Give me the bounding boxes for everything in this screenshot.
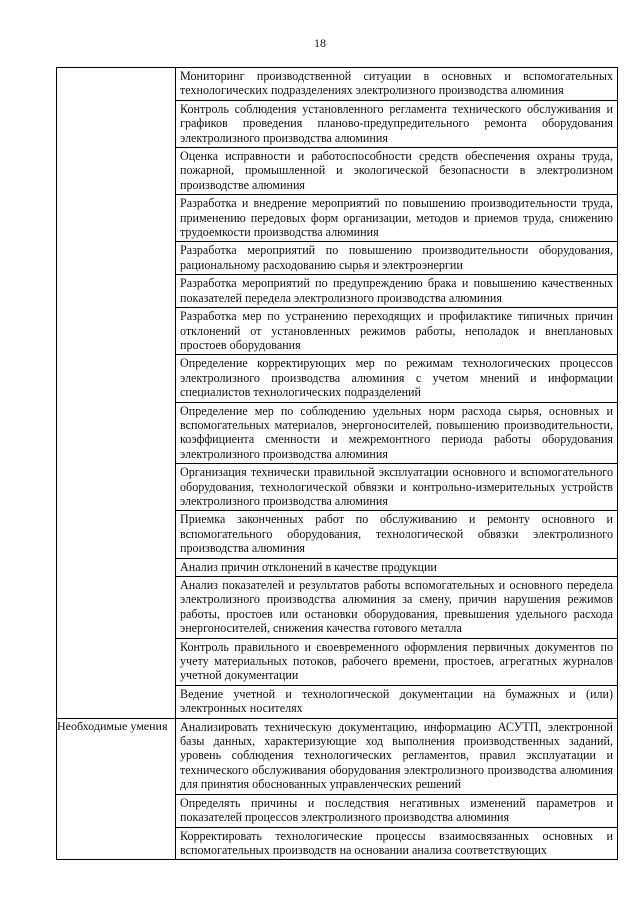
list-item: Разработка мероприятий по повышению производительности оборудования, рациональному расходованию сырья и электроэнергии xyxy=(176,242,617,275)
page-number: 18 xyxy=(314,36,326,50)
list-item: Ведение учетной и технологической документации на бумажных и (или) электронных носителях xyxy=(180,686,613,716)
row-content xyxy=(176,68,618,719)
table-row xyxy=(57,68,618,719)
list-item: Организация технически правильной эксплуатации основного и вспомогательного оборудования, технологической обвязки и контрольно-измерительных устройств электролизного производства алюминия xyxy=(176,464,617,511)
list-item: Определять причины и последствия негативных изменений параметров и показателей процессов электролизного производства алюминия xyxy=(176,795,617,828)
list-item: Анализ показателей и результатов работы вспомогательных и основного передела электролизного производства алюминия за смену, причин нарушения режимов работы, простоев или остановки оборудования, превышения удельного расхода энергоносителей, снижения качества готового металла xyxy=(176,577,617,639)
list-item: Анализировать техническую документацию, информацию АСУТП, электронной базы данных, характеризующие ход выполнения производственных заданий, уровень соблюдения технологических регламентов, правил эксплуатации и технического обслуживания оборудования электролизного производства алюминия для принятия обоснованных управленческих решений xyxy=(176,719,617,795)
row-label xyxy=(57,68,176,719)
list-item: Контроль правильного и своевременного оформления первичных документов по учету материальных потоков, рабочего времени, простоев, агрегатных журналов учетной документации xyxy=(176,639,617,686)
list-item: Определение корректирующих мер по режимам технологических процессов электролизного производства алюминия с учетом мнений и информации специалистов технологических подразделений xyxy=(176,355,617,402)
list-item: Корректировать технологические процессы взаимосвязанных основных и вспомогательных производств на основании анализа соответствующих xyxy=(180,828,613,857)
competency-table xyxy=(56,67,618,860)
table-row xyxy=(57,718,618,860)
list-item: Приемка законченных работ по обслуживанию и ремонту основного и вспомогательного оборудования, технологической обвязки электролизного производства алюминия xyxy=(176,511,617,558)
list-item: Разработка и внедрение мероприятий по повышению производительности труда, применению передовых форм организации, методов и приемов труда, снижению трудоемкости производства алюминия xyxy=(176,195,617,242)
list-item: Контроль соблюдения установленного регламента технического обслуживания и графиков проведения планово-предупредительного ремонта оборудования электролизного производства алюминия xyxy=(176,101,617,148)
list-item: Анализ причин отклонений в качестве продукции xyxy=(176,559,617,577)
list-item: Оценка исправности и работоспособности средств обеспечения охраны труда, пожарной, промышленной и экологической безопасности в электролизном производстве алюминия xyxy=(176,148,617,195)
row-label: Необходимые умения xyxy=(57,718,176,860)
list-item: Разработка мероприятий по предупреждению брака и повышению качественных показателей передела электролизного производства алюминия xyxy=(176,275,617,308)
row-content xyxy=(176,718,618,860)
list-item: Мониторинг производственной ситуации в основных и вспомогательных технологических подразделениях электролизного производства алюминия xyxy=(176,68,617,101)
list-item: Разработка мер по устранению переходящих и профилактике типичных причин отклонений от установленных режимов работы, неполадок и внеплановых простоев оборудования xyxy=(176,308,617,355)
list-item: Определение мер по соблюдению удельных норм расхода сырья, основных и вспомогательных материалов, энергоносителей, повышению производительности, коэффициента сменности и межремонтного периода работы оборудования электролизного производства алюминия xyxy=(176,403,617,465)
